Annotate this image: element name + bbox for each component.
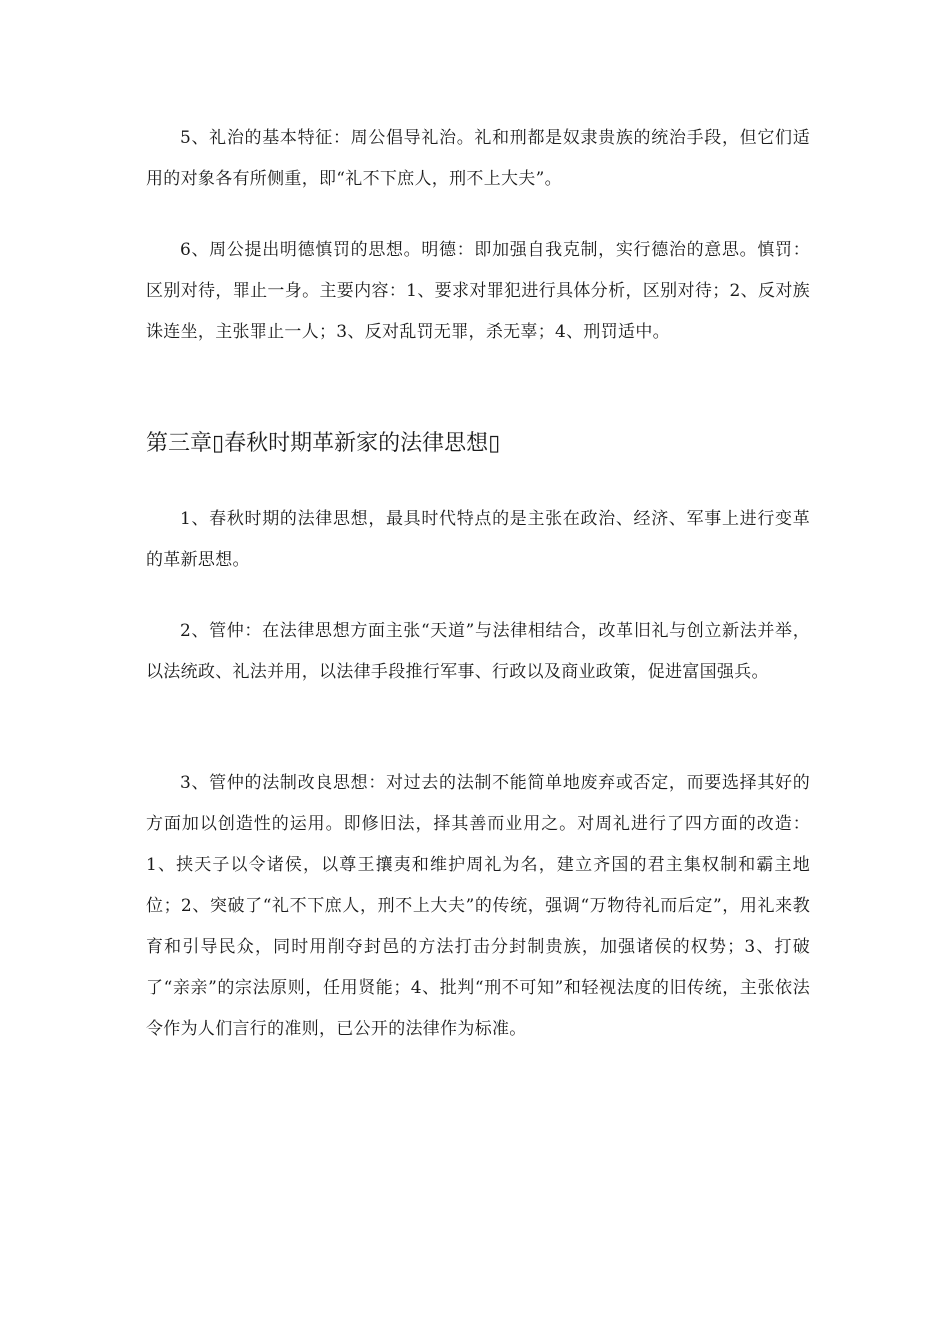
chapter-3-paragraph-2-guanzhong: 2、管仲：在法律思想方面主张“天道”与法律相结合，改革旧礼与创立新法并举，以法统政、礼法并用，以法律手段推行军事、行政以及商业政策，促进富国强兵。 [146,621,810,682]
paragraph-5-ritual-governance: 5、礼治的基本特征：周公倡导礼治。礼和刑都是奴隶贵族的统治手段，但它们适用的对象各有所侧重，即“礼不下庶人，刑不上大夫”。 [146,128,810,189]
paragraph-6-mingde-shenfa: 6、周公提出明德慎罚的思想。明德：即加强自我克制，实行德治的意思。慎罚：区别对待，罪止一身。主要内容：1、要求对罪犯进行具体分析，区别对待；2、反对族诛连坐，主张罪止一人；3、反对乱罚无罪，杀无辜；4、刑罚适中。 [146,240,810,342]
chapter-3-paragraph-1: 1、春秋时期的法律思想，最具时代特点的是主张在政治、经济、军事上进行变革的革新思想。 [146,509,810,570]
chapter-3-paragraph-3-legal-reform: 3、管仲的法制改良思想：对过去的法制不能简单地废弃或否定，而要选择其好的方面加以创造性的运用。即修旧法，择其善而业用之。对周礼进行了四方面的改造：1、挟天子以令诸侯，以尊王攘夷和维护周礼为名，建立齐国的君主集权制和霸主地位；2、突破了“礼不下庶人，刑不上大夫”的传统，强调“万物待礼而后定”，用礼来教育和引导民众，同时用削夺封邑的方法打击分封制贵族，加强诸侯的权势；3、打破了“亲亲”的宗法原则，任用贤能；4、批判“刑不可知”和轻视法度的旧传统，主张依法令作为人们言行的准则，已公开的法律作为标准。 [146,773,810,1039]
chapter-3-heading: 第三章▯春秋时期革新家的法律思想▯ [146,431,501,456]
